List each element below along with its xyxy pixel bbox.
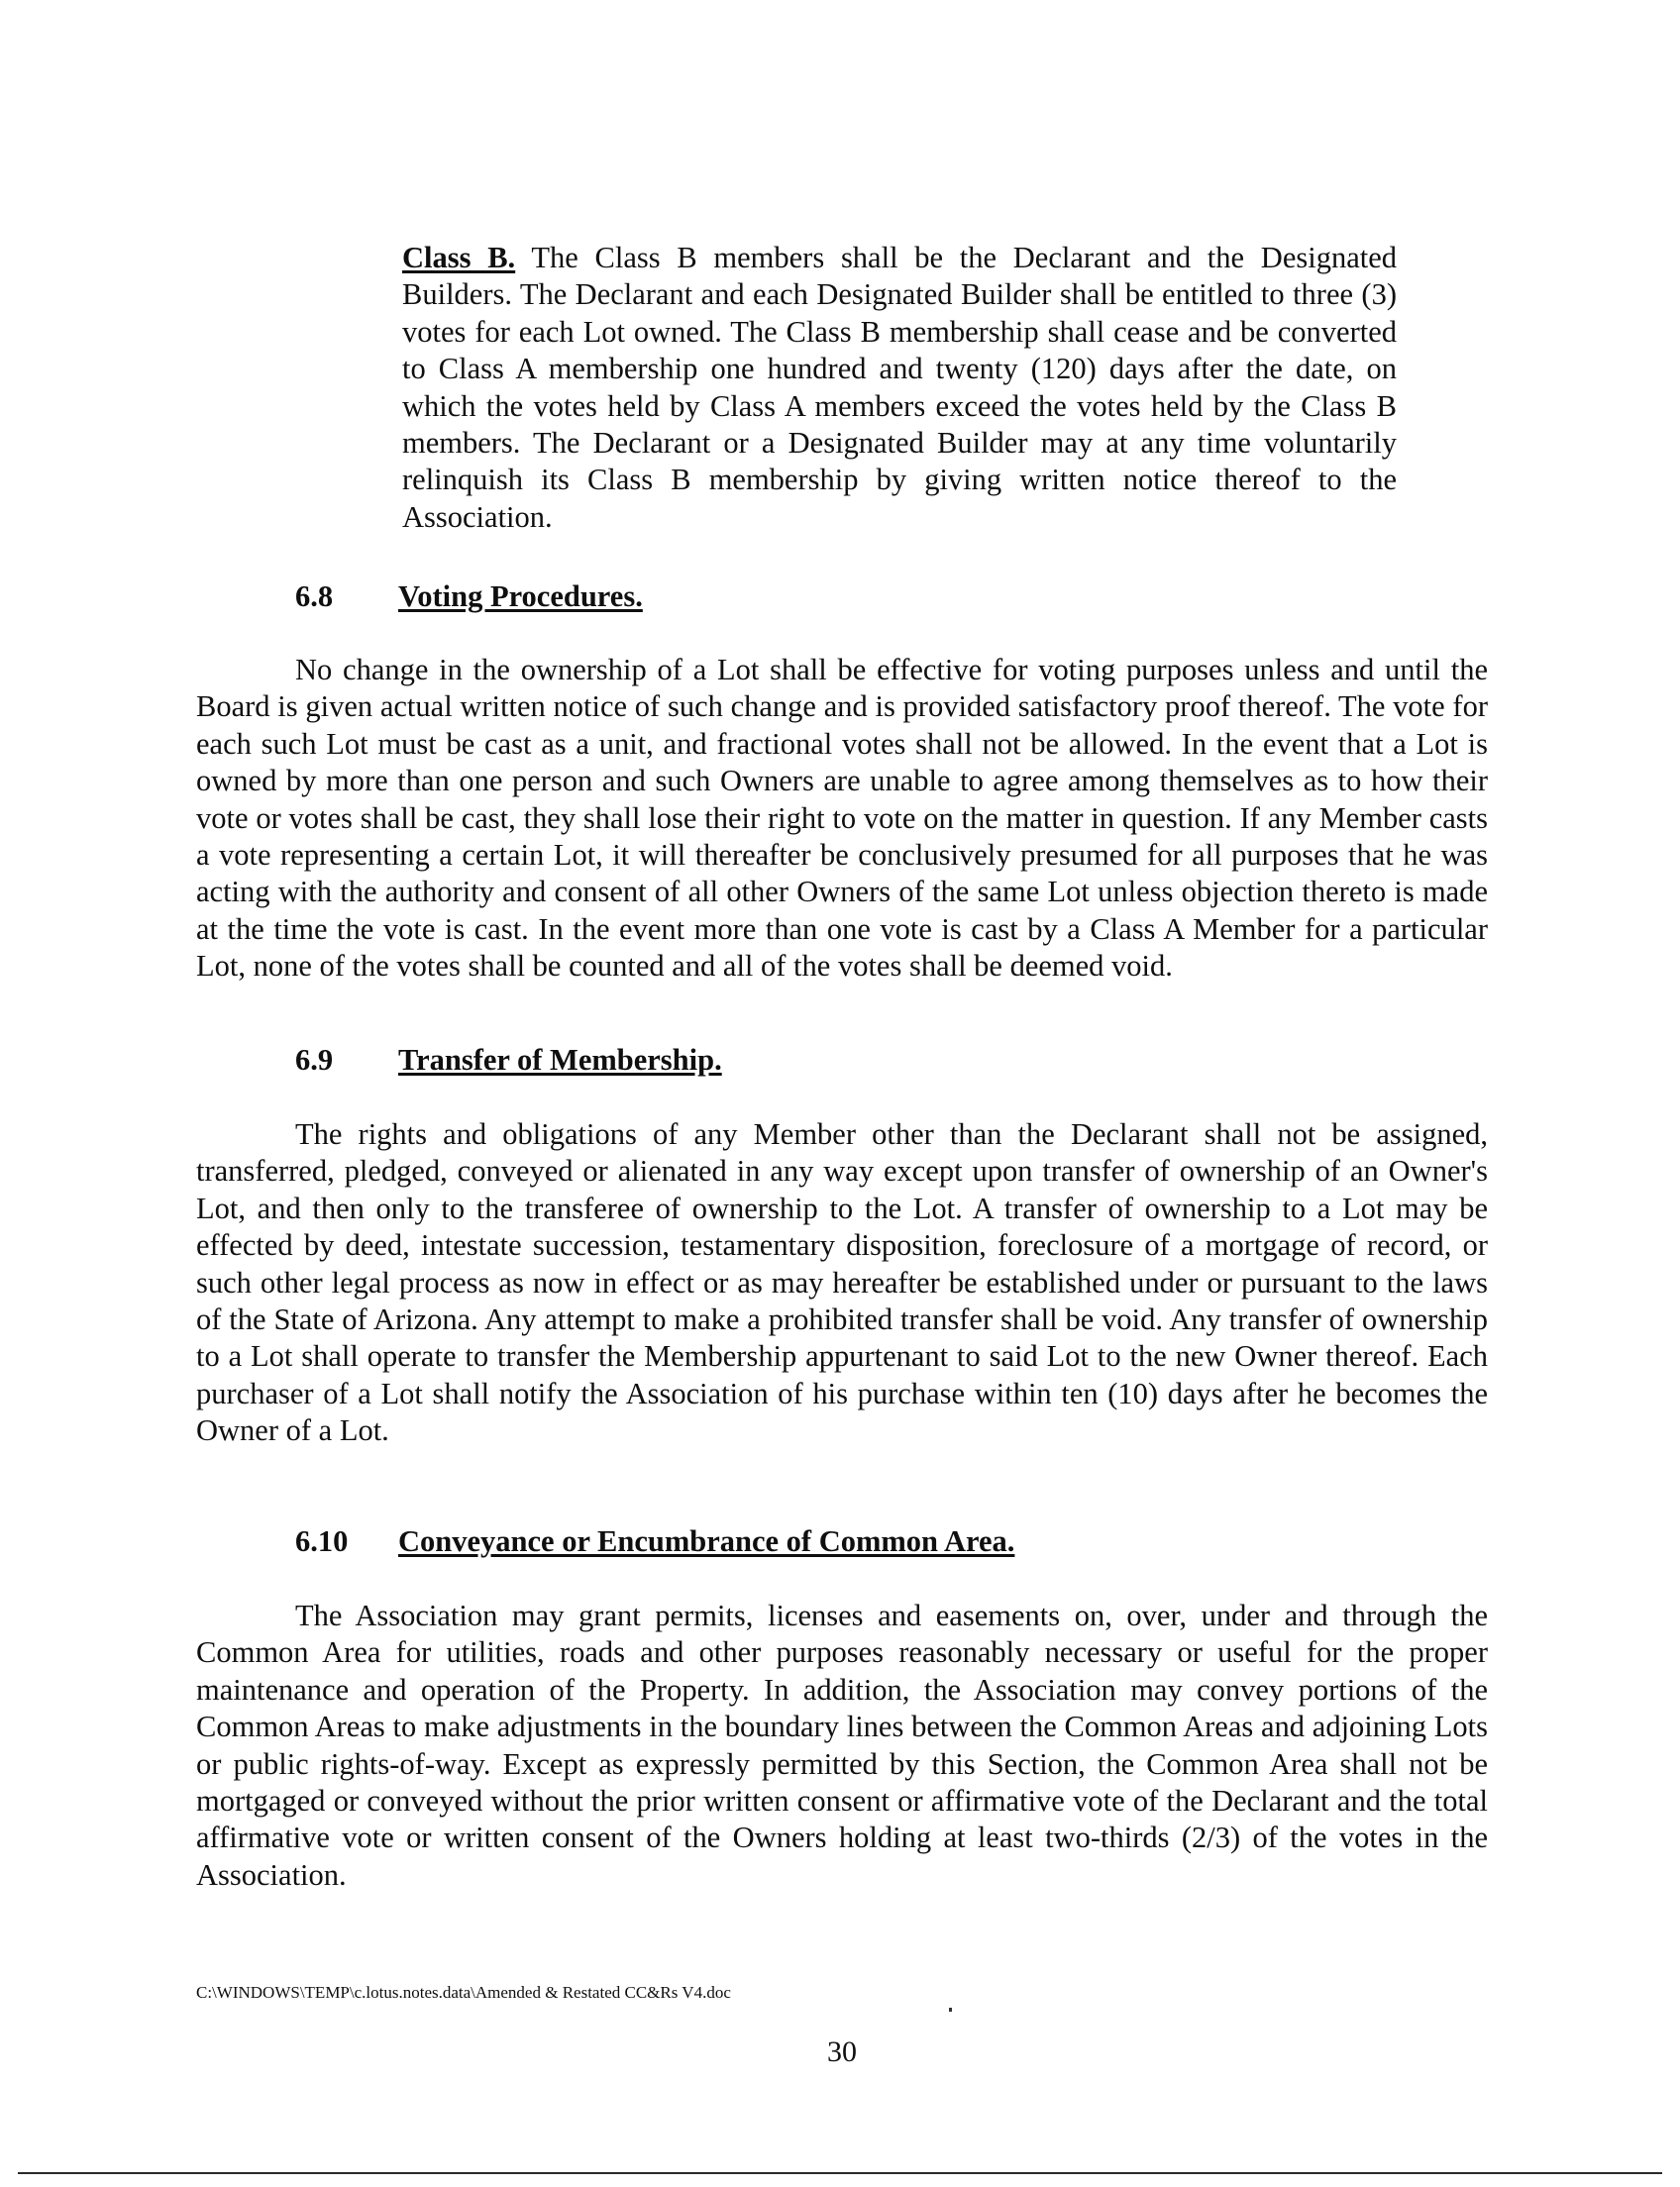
section-heading-6-9	[295, 1042, 722, 1079]
section-title: Transfer of Membership.	[398, 1043, 722, 1077]
section-body-6-8: No change in the ownership of a Lot shall be effective for voting purposes unless and until the Board is given actual written notice of such change and is provided satisfactory proof thereof. The vote for each such Lot must be cast as a unit, and fractional votes shall not be allowed. In the event that a Lot is owned by more than one person and such Owners are unable to agree among themselves as to how their vote or votes shall be cast, they shall lose their right to vote on the matter in question. If any Member casts a vote representing a certain Lot, it will thereafter be conclusively presumed for all purposes that he was acting with the authority and consent of all other Owners of the same Lot unless objection thereto is made at the time the vote is cast. In the event more than one vote is cast by a Class A Member for a particular Lot, none of the votes shall be counted and all of the votes shall be deemed void.	[196, 653, 1488, 984]
bottom-rule	[18, 2172, 1662, 2174]
section-body-6-9: The rights and obligations of any Member other than the Declarant shall not be assigned, transferred, pledged, conveyed or alienated in any way except upon transfer of ownership of an Owner's Lot, and then only to the transferee of ownership to the Lot. A transfer of ownership to a Lot may be effected by deed, intestate succession, testamentary disposition, foreclosure of a mortgage of record, or such other legal process as now in effect or as may hereafter be established under or pursuant to the laws of the State of Arizona. Any attempt to make a prohibited transfer shall be void. Any transfer of ownership to a Lot shall operate to transfer the Membership appurtenant to said Lot to the new Owner thereof. Each purchaser of a Lot shall notify the Association of his purchase within ten (10) days after he becomes the Owner of a Lot.	[196, 1117, 1488, 1448]
page-number: 30	[827, 2035, 857, 2068]
section-number: 6.10	[295, 1524, 349, 1558]
class-b-body: The Class B members shall be the Declarant and the Designated Builders. The Declarant and each Designated Builder shall be entitled to three (3) votes for each Lot owned. The Class B membership shall cease and be converted to Class A membership one hundred and twenty (120) days after the date, on which the votes held by Class A members exceed the votes held by the Class B members. The Declarant or a Designated Builder may at any time voluntarily relinquish its Class B membership by giving written notice thereof to the Association.	[402, 241, 1397, 534]
section-heading-6-8	[295, 578, 643, 615]
class-b-paragraph	[402, 240, 1397, 536]
section-title: Conveyance or Encumbrance of Common Area.	[398, 1524, 1015, 1558]
class-b-heading: Class B.	[402, 241, 516, 274]
section-heading-6-10	[295, 1523, 1014, 1560]
footer-file-path: C:\WINDOWS\TEMP\c.lotus.notes.data\Amended & Restated CC&Rs V4.doc	[196, 1983, 731, 2002]
section-title: Voting Procedures.	[398, 579, 643, 613]
section-number: 6.9	[295, 1043, 334, 1077]
section-body-6-10: The Association may grant permits, licenses and easements on, over, under and through the Common Area for utilities, roads and other purposes reasonably necessary or useful for the proper maintenance and operation of the Property. In addition, the Association may convey portions of the Common Areas to make adjustments in the boundary lines between the Common Areas and adjoining Lots or public rights-of-way. Except as expressly permitted by this Section, the Common Area shall not be mortgaged or conveyed without the prior written consent or affirmative vote of the Declarant and the total affirmative vote or written consent of the Owners holding at least two-thirds (2/3) of the votes in the Association.	[196, 1599, 1488, 1892]
section-number: 6.8	[295, 579, 334, 613]
scan-speck	[949, 2008, 952, 2012]
